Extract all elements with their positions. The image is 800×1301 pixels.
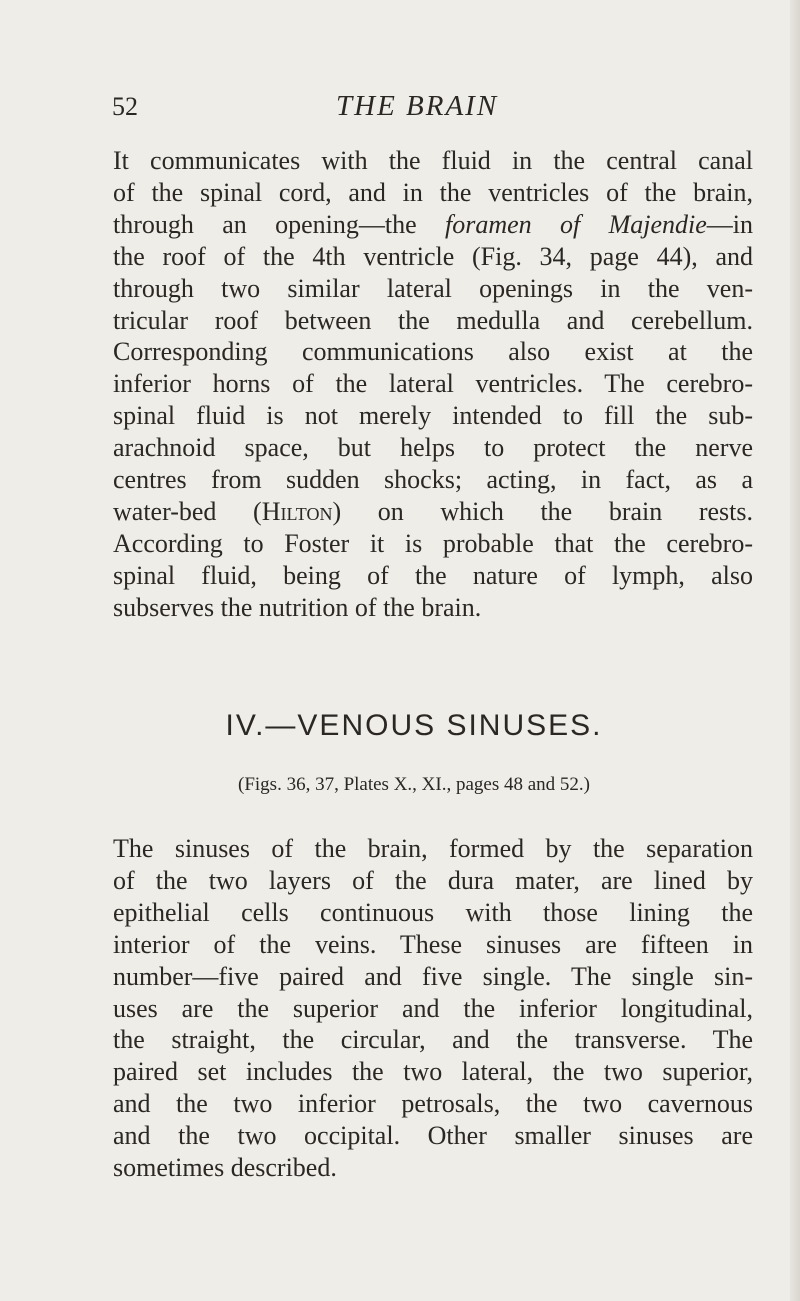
text-line: sometimes described. [113,1153,337,1183]
text-run: through an opening—the [113,209,445,239]
page-edge [790,0,800,1301]
text-line: The sinuses of the brain, formed by the separation [113,834,753,863]
text-line: arachnoid space, but helps to protect the nerve [113,433,753,463]
text-line: of the two layers of the dura mater, are lined by [113,865,753,895]
text-run: ) on which the brain rests. [332,496,754,526]
text-run: —in [706,209,753,239]
text-line: tricular roof between the medulla and cerebellum. [113,305,753,335]
text-line: Corresponding communications also exist at the [113,337,753,367]
paragraph-venous-sinuses [113,833,753,1184]
text-line: According to Foster it is probable that the cerebro- [113,528,753,558]
text-line [113,496,753,528]
text-line: interior of the veins. These sinuses are fifteen in [113,929,753,959]
text-line: through two similar lateral openings in the ven- [113,273,753,303]
page-number: 52 [112,92,138,121]
paragraph-cerebrospinal-fluid [113,145,753,624]
text-line: inferior horns of the lateral ventricles. The cerebro- [113,369,753,399]
text-line: uses are the superior and the inferior longitudinal, [113,993,753,1023]
text-line: subserves the nutrition of the brain. [113,592,482,622]
text-line: It communicates with the fluid in the central canal [113,146,753,175]
smallcaps-name: Hilton [261,496,333,526]
italic-term: foramen of Majendie [445,209,707,239]
text-line: the straight, the circular, and the transverse. The [113,1025,753,1055]
text-line: and the two inferior petrosals, the two cavernous [113,1089,753,1119]
text-line: paired set includes the two lateral, the two superior, [113,1057,753,1087]
text-line: number—five paired and five single. The single sin- [113,961,753,991]
running-title: THE BRAIN [336,90,499,122]
text-line [113,209,753,241]
section-heading: IV.—VENOUS SINUSES. [225,709,603,742]
text-line: spinal fluid is not merely intended to fill the sub- [113,401,753,431]
text-line: centres from sudden shocks; acting, in fact, as a [113,465,753,495]
text-line: spinal fluid, being of the nature of lymph, also [113,560,753,590]
text-line: and the two occipital. Other smaller sinuses are [113,1121,753,1151]
text-run: water-bed ( [113,496,262,526]
text-line: the roof of the 4th ventricle (Fig. 34, page 44), and [113,241,753,271]
page-header [112,86,752,126]
text-line: epithelial cells continuous with those lining the [113,897,753,927]
text-line: of the spinal cord, and in the ventricles of the brain, [113,177,753,207]
section-reference: (Figs. 36, 37, Plates X., XI., pages 48 and 52.) [238,774,590,795]
